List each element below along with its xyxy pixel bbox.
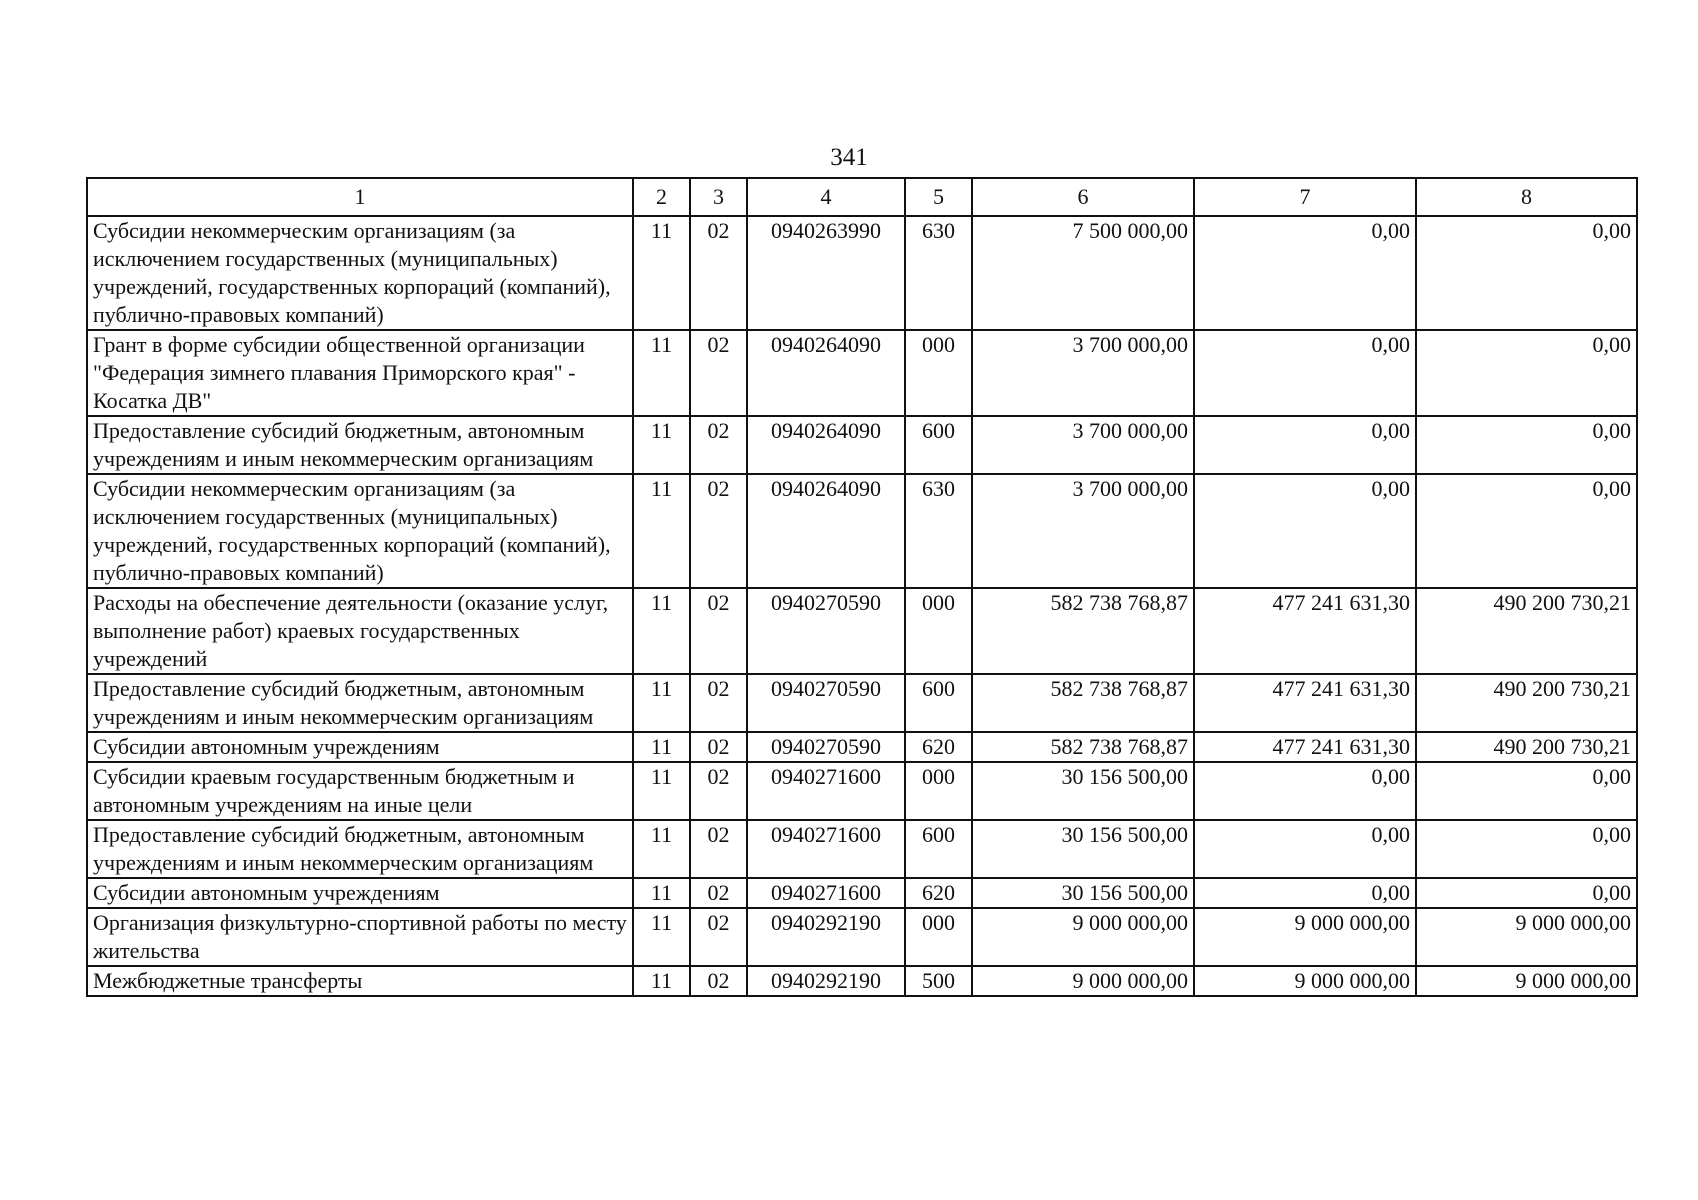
row-subsection: 02 xyxy=(690,732,747,762)
row-subsection: 02 xyxy=(690,878,747,908)
row-amount-col8: 0,00 xyxy=(1416,416,1637,474)
row-target-code: 0940263990 xyxy=(747,216,905,330)
row-amount-col7: 0,00 xyxy=(1194,820,1416,878)
column-header: 3 xyxy=(690,178,747,216)
row-name: Субсидии краевым государственным бюджетным и автономным учреждениям на иные цели xyxy=(87,762,633,820)
row-amount-col6: 3 700 000,00 xyxy=(972,416,1194,474)
column-header: 6 xyxy=(972,178,1194,216)
row-amount-col6: 3 700 000,00 xyxy=(972,474,1194,588)
table-row xyxy=(87,732,1637,762)
header-row xyxy=(87,178,1637,216)
table-row xyxy=(87,588,1637,674)
column-header: 1 xyxy=(87,178,633,216)
row-subsection: 02 xyxy=(690,216,747,330)
column-header: 5 xyxy=(905,178,972,216)
row-section: 11 xyxy=(633,966,690,996)
row-target-code: 0940271600 xyxy=(747,762,905,820)
row-section: 11 xyxy=(633,820,690,878)
row-expense-type: 630 xyxy=(905,474,972,588)
row-name: Предоставление субсидий бюджетным, автономным учреждениям и иным некоммерческим организациям xyxy=(87,820,633,878)
table-row xyxy=(87,908,1637,966)
row-expense-type: 600 xyxy=(905,416,972,474)
table-row xyxy=(87,762,1637,820)
row-amount-col7: 0,00 xyxy=(1194,762,1416,820)
row-subsection: 02 xyxy=(690,820,747,878)
row-amount-col8: 490 200 730,21 xyxy=(1416,588,1637,674)
row-name: Межбюджетные трансферты xyxy=(87,966,633,996)
row-expense-type: 500 xyxy=(905,966,972,996)
row-amount-col6: 7 500 000,00 xyxy=(972,216,1194,330)
row-expense-type: 000 xyxy=(905,762,972,820)
row-name: Предоставление субсидий бюджетным, автономным учреждениям и иным некоммерческим организациям xyxy=(87,416,633,474)
table-row xyxy=(87,216,1637,330)
row-amount-col8: 0,00 xyxy=(1416,820,1637,878)
row-expense-type: 630 xyxy=(905,216,972,330)
row-section: 11 xyxy=(633,908,690,966)
budget-table xyxy=(86,177,1638,997)
column-header: 4 xyxy=(747,178,905,216)
row-target-code: 0940271600 xyxy=(747,878,905,908)
table-row xyxy=(87,674,1637,732)
row-amount-col6: 9 000 000,00 xyxy=(972,966,1194,996)
row-target-code: 0940292190 xyxy=(747,908,905,966)
row-amount-col7: 477 241 631,30 xyxy=(1194,588,1416,674)
row-subsection: 02 xyxy=(690,908,747,966)
row-section: 11 xyxy=(633,674,690,732)
row-amount-col8: 9 000 000,00 xyxy=(1416,966,1637,996)
row-section: 11 xyxy=(633,474,690,588)
row-amount-col8: 0,00 xyxy=(1416,474,1637,588)
row-section: 11 xyxy=(633,588,690,674)
table-row xyxy=(87,474,1637,588)
row-amount-col6: 3 700 000,00 xyxy=(972,330,1194,416)
column-header: 8 xyxy=(1416,178,1637,216)
table-row xyxy=(87,966,1637,996)
row-name: Субсидии некоммерческим организациям (за исключением государственных (муниципальных) учреждений, государственных корпораций (компаний), публично-правовых компаний) xyxy=(87,216,633,330)
row-amount-col8: 0,00 xyxy=(1416,330,1637,416)
row-target-code: 0940270590 xyxy=(747,732,905,762)
table-row xyxy=(87,416,1637,474)
row-amount-col8: 0,00 xyxy=(1416,216,1637,330)
row-subsection: 02 xyxy=(690,966,747,996)
row-amount-col6: 582 738 768,87 xyxy=(972,588,1194,674)
row-amount-col6: 30 156 500,00 xyxy=(972,878,1194,908)
table-row xyxy=(87,878,1637,908)
row-name: Субсидии некоммерческим организациям (за исключением государственных (муниципальных) учреждений, государственных корпораций (компаний), публично-правовых компаний) xyxy=(87,474,633,588)
row-amount-col8: 0,00 xyxy=(1416,762,1637,820)
row-subsection: 02 xyxy=(690,330,747,416)
row-target-code: 0940270590 xyxy=(747,588,905,674)
row-expense-type: 000 xyxy=(905,908,972,966)
row-amount-col7: 0,00 xyxy=(1194,474,1416,588)
row-amount-col6: 582 738 768,87 xyxy=(972,674,1194,732)
row-subsection: 02 xyxy=(690,474,747,588)
row-name: Субсидии автономным учреждениям xyxy=(87,878,633,908)
row-amount-col7: 0,00 xyxy=(1194,878,1416,908)
row-subsection: 02 xyxy=(690,674,747,732)
row-target-code: 0940292190 xyxy=(747,966,905,996)
row-subsection: 02 xyxy=(690,762,747,820)
row-target-code: 0940271600 xyxy=(747,820,905,878)
row-amount-col7: 9 000 000,00 xyxy=(1194,908,1416,966)
row-amount-col6: 30 156 500,00 xyxy=(972,762,1194,820)
row-amount-col6: 582 738 768,87 xyxy=(972,732,1194,762)
column-header: 7 xyxy=(1194,178,1416,216)
row-name: Грант в форме субсидии общественной организации "Федерация зимнего плавания Приморского края" - Косатка ДВ" xyxy=(87,330,633,416)
row-name: Расходы на обеспечение деятельности (оказание услуг, выполнение работ) краевых государственных учреждений xyxy=(87,588,633,674)
row-expense-type: 600 xyxy=(905,674,972,732)
row-name: Предоставление субсидий бюджетным, автономным учреждениям и иным некоммерческим организациям xyxy=(87,674,633,732)
row-amount-col8: 0,00 xyxy=(1416,878,1637,908)
row-name: Субсидии автономным учреждениям xyxy=(87,732,633,762)
row-target-code: 0940264090 xyxy=(747,474,905,588)
row-expense-type: 620 xyxy=(905,878,972,908)
row-amount-col7: 0,00 xyxy=(1194,416,1416,474)
row-amount-col8: 9 000 000,00 xyxy=(1416,908,1637,966)
row-target-code: 0940264090 xyxy=(747,330,905,416)
row-target-code: 0940270590 xyxy=(747,674,905,732)
row-amount-col8: 490 200 730,21 xyxy=(1416,732,1637,762)
row-name: Организация физкультурно-спортивной работы по месту жительства xyxy=(87,908,633,966)
row-amount-col7: 0,00 xyxy=(1194,330,1416,416)
row-amount-col7: 477 241 631,30 xyxy=(1194,732,1416,762)
row-expense-type: 620 xyxy=(905,732,972,762)
row-amount-col7: 477 241 631,30 xyxy=(1194,674,1416,732)
row-amount-col6: 9 000 000,00 xyxy=(972,908,1194,966)
row-amount-col7: 0,00 xyxy=(1194,216,1416,330)
row-expense-type: 000 xyxy=(905,330,972,416)
row-section: 11 xyxy=(633,732,690,762)
row-subsection: 02 xyxy=(690,416,747,474)
column-header: 2 xyxy=(633,178,690,216)
row-section: 11 xyxy=(633,416,690,474)
table-row xyxy=(87,330,1637,416)
row-subsection: 02 xyxy=(690,588,747,674)
row-expense-type: 600 xyxy=(905,820,972,878)
row-amount-col8: 490 200 730,21 xyxy=(1416,674,1637,732)
row-section: 11 xyxy=(633,216,690,330)
row-section: 11 xyxy=(633,878,690,908)
row-amount-col6: 30 156 500,00 xyxy=(972,820,1194,878)
table-row xyxy=(87,820,1637,878)
row-amount-col7: 9 000 000,00 xyxy=(1194,966,1416,996)
page-number: 341 xyxy=(830,144,868,171)
row-section: 11 xyxy=(633,762,690,820)
row-target-code: 0940264090 xyxy=(747,416,905,474)
row-section: 11 xyxy=(633,330,690,416)
row-expense-type: 000 xyxy=(905,588,972,674)
